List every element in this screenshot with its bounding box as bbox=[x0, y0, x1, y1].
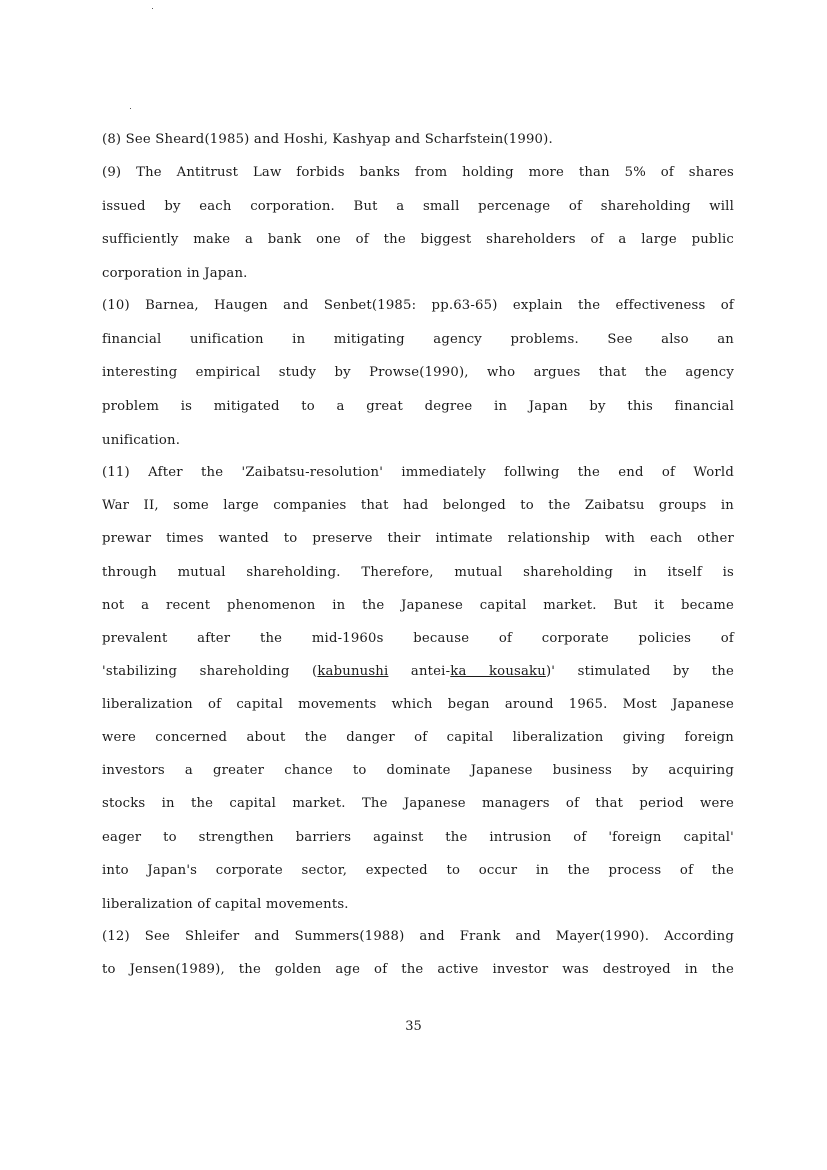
footnote-10-line: financial unification in mitigating agency problems. See also an bbox=[102, 332, 734, 347]
footnote-9-line: corporation in Japan. bbox=[102, 266, 248, 281]
footnote-11-line: (11) After the 'Zaibatsu-resolution' immediately follwing the end of World bbox=[102, 465, 734, 480]
line-text: 'stabilizing shareholding ( bbox=[102, 664, 318, 679]
footnote-11-line: liberalization of capital movements. bbox=[102, 897, 349, 912]
footnote-11-line: investors a greater chance to dominate Japanese business by acquiring bbox=[102, 763, 734, 778]
footnote-10-line: problem is mitigated to a great degree in Japan by this financial bbox=[102, 399, 734, 414]
footnote-11-line: into Japan's corporate sector, expected to occur in the process of the bbox=[102, 863, 734, 878]
footnote-9-line: sufficiently make a bank one of the biggest shareholders of a large public bbox=[102, 232, 734, 247]
footnote-12-line: (12) See Shleifer and Summers(1988) and Frank and Mayer(1990). According bbox=[102, 929, 734, 944]
footnote-10-line: (10) Barnea, Haugen and Senbet(1985: pp.63-65) explain the effectiveness of bbox=[102, 298, 734, 313]
footnote-11-line: not a recent phenomenon in the Japanese capital market. But it became bbox=[102, 598, 734, 613]
japanese-term: kabunushi bbox=[317, 664, 389, 679]
footnote-11-line: eager to strengthen barriers against the intrusion of 'foreign capital' bbox=[102, 830, 734, 845]
footnote-11-line: prevalent after the mid-1960s because of corporate policies of bbox=[102, 631, 734, 646]
footnote-11-line: prewar times wanted to preserve their intimate relationship with each other bbox=[102, 531, 734, 546]
footnote-11-line: War II, some large companies that had belonged to the Zaibatsu groups in bbox=[102, 498, 734, 513]
footnote-9-line: (9) The Antitrust Law forbids banks from holding more than 5% of shares bbox=[102, 165, 734, 180]
footnote-11-line: were concerned about the danger of capital liberalization giving foreign bbox=[102, 730, 734, 745]
footnote-11-line: liberalization of capital movements which began around 1965. Most Japanese bbox=[102, 697, 734, 712]
footnote-9-line: issued by each corporation. But a small percenage of shareholding will bbox=[102, 199, 734, 214]
footnote-11-line-with-terms bbox=[102, 663, 734, 681]
footnote-10-line: unification. bbox=[102, 433, 181, 448]
line-text: )' stimulated by the bbox=[545, 664, 734, 679]
scan-speck bbox=[130, 108, 131, 109]
japanese-term: ka kousaku bbox=[450, 664, 546, 679]
footnote-11-line: stocks in the capital market. The Japanese managers of that period were bbox=[102, 796, 734, 811]
line-text: antei- bbox=[388, 664, 451, 679]
scan-speck bbox=[152, 8, 153, 9]
footnote-10-line: interesting empirical study by Prowse(1990), who argues that the agency bbox=[102, 365, 734, 380]
page-number: 35 bbox=[405, 1019, 422, 1034]
footnote-8-line: (8) See Sheard(1985) and Hoshi, Kashyap and Scharfstein(1990). bbox=[102, 132, 553, 147]
footnote-12-line: to Jensen(1989), the golden age of the active investor was destroyed in the bbox=[102, 962, 734, 977]
footnote-11-line: through mutual shareholding. Therefore, mutual shareholding in itself is bbox=[102, 565, 734, 580]
